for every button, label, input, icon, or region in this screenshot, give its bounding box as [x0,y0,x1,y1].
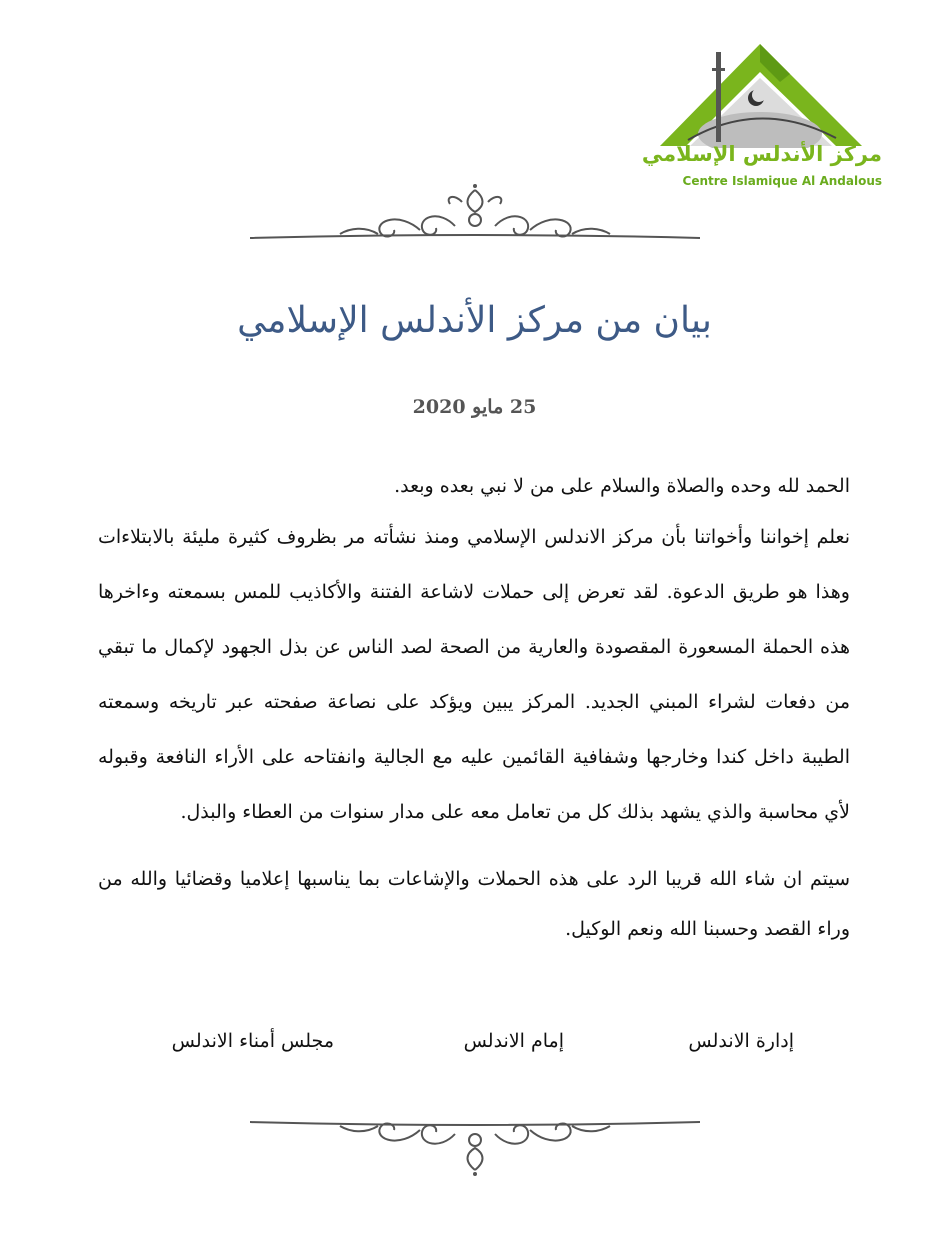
signatures-row [0,1030,949,1070]
decorative-divider-bottom-icon [250,1108,700,1178]
logo-french-name: Centre Islamique Al Andalous [682,174,882,188]
greeting-line: الحمد لله وحده والصلاة والسلام على من لا نبي بعده وبعد. [394,475,850,497]
signature-administration: إدارة الاندلس [688,1030,794,1052]
signature-board: مجلس أمناء الاندلس [171,1030,334,1052]
closing-paragraph: سيتم ان شاء الله قريبا الرد على هذه الحملات والإشاعات بما يناسبها إعلاميا وقضائيا والله من وراء القصد وحسبنا الله ونعم الوكيل. [98,868,850,940]
main-paragraph: نعلم إخواننا وأخواتنا بأن مركز الاندلس الإسلامي ومنذ نشأته مر بظروف كثيرة مليئة بالابتلاءات وهذا هو طريق الدعوة. لقد تعرض إلى حملات لاشاعة الفتنة والأكاذيب للمس بسمعته وءاخرها هذه الحملة المسعورة المقصودة والعارية من الصحة لصد الناس عن بذل الجهود لإكمال ما تبقي من دفعات لشراء المبني الجديد. المركز يبين ويؤكد على نصاعة صفحته عبر تاريخه وسمعته الطيبة داخل كندا وخارجها وشفافية القائمين عليه مع الجالية وانفتاحه على الأراء النافعة وقبوله لأي محاسبة والذي يشهد بذلك كل من تعامل معه على مدار سنوات من العطاء والبذل. [98,526,850,823]
logo-arabic-name: مركز الأندلس الإسلامي [641,142,882,166]
signature-imam: إمام الاندلس [463,1030,564,1052]
mosque-logo-icon [640,38,890,148]
page-title: بيان من مركز الأندلس الإسلامي [237,300,712,341]
statement-body [98,462,850,954]
statement-date: 25 مايو 2020 [412,396,537,418]
decorative-divider-icon [250,182,700,252]
centre-logo [640,38,890,198]
